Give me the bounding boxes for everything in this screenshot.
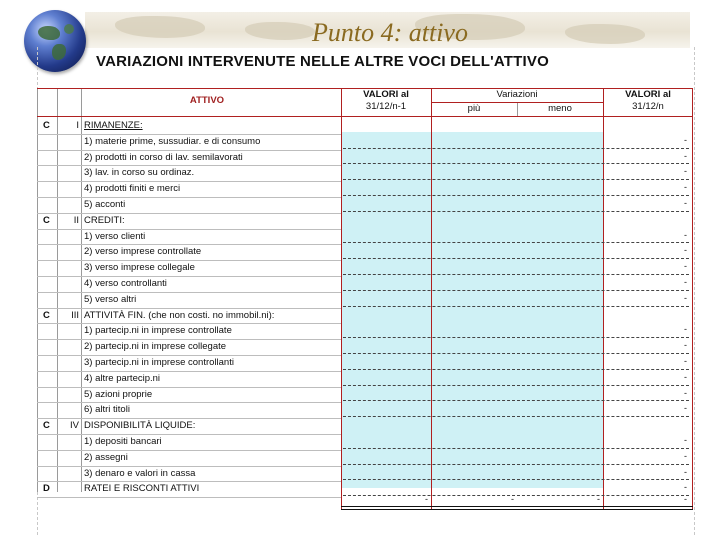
dash-mark: - [684,435,687,445]
row-label: 5) verso altri [84,293,137,305]
header-valori-prev: VALORI al [363,89,409,100]
section-letter: D [43,483,50,495]
row-line [37,481,341,482]
row-line [37,323,341,324]
grid-line [692,88,693,510]
value-placeholder-line [343,148,689,149]
total-mark: - [597,494,600,504]
value-placeholder-line [343,353,689,354]
value-placeholder-line [343,274,689,275]
dash-mark: - [684,150,687,161]
row-line [37,165,341,166]
value-placeholder-line [343,211,689,212]
row-label: 2) assegni [84,451,128,463]
map-land [115,16,205,38]
value-placeholder-line [343,448,689,449]
dash-mark: - [684,466,687,477]
row-line [37,197,341,198]
grid-line [431,88,432,510]
dash-mark: - [684,387,687,398]
header-attivo: ATTIVO [189,95,225,106]
section-heading: CREDITI: [84,214,125,226]
total-mark: - [511,494,514,504]
row-line [37,134,341,135]
dash-mark: - [684,356,687,366]
header-meno: meno [548,103,572,114]
section-letter: C [43,420,50,432]
slide-title: Punto 4: attivo [312,18,468,47]
grid-line [517,102,518,116]
total-line [341,506,693,507]
row-line [37,213,341,214]
grid-line [81,88,82,492]
row-label: 5) azioni proprie [84,388,153,400]
dash-mark: - [684,292,687,303]
dash-mark: - [684,450,687,461]
total-mark: - [425,494,428,504]
row-line [37,181,341,182]
dash-mark: - [684,324,687,335]
dash-mark: - [684,371,687,382]
total-mark: - [684,494,687,504]
row-line [37,292,341,293]
dash-mark: - [684,245,687,256]
grid-line [431,102,603,103]
dash-mark: - [684,229,687,240]
section-letter: C [43,309,50,321]
row-label: 3) denaro e valori in cassa [84,467,196,479]
value-placeholder-line [343,179,689,180]
section-roman: I [76,120,79,131]
section-heading: RIMANENZE: [84,120,143,131]
value-placeholder-line [343,464,689,465]
row-line [37,260,341,261]
header-valori-curr: VALORI al [625,89,671,100]
grid-line [341,88,342,510]
grid-line [603,88,604,510]
row-line [37,387,341,388]
section-letter: C [43,120,50,131]
row-label: 4) prodotti finiti e merci [84,183,181,195]
values-prev-column [341,132,431,488]
value-placeholder-line [343,290,689,291]
row-label: 4) verso controllanti [84,278,167,289]
row-label: 3) verso imprese collegale [84,262,195,274]
value-placeholder-line [343,306,689,307]
section-heading: DISPONIBILITÀ LIQUIDE: [84,420,196,432]
row-line [37,355,341,356]
row-label: 1) materie prime, sussudiar. e di consumo [84,135,261,147]
grid-line [37,116,693,117]
row-label: 2) verso imprese controllate [84,246,202,258]
attivo-table [37,88,693,510]
value-placeholder-line [343,400,689,401]
row-label: 2) partecip.ni in imprese collegate [84,341,227,353]
row-line [37,229,341,230]
header-valori-prev-date: 31/12/n-1 [365,101,407,112]
dash-mark: - [684,198,687,208]
dash-mark: - [684,166,687,177]
value-placeholder-line [343,242,689,243]
slide-subtitle: VARIAZIONI INTERVENUTE NELLE ALTRE VOCI DELL'ATTIVO [96,53,549,70]
row-line [37,276,341,277]
row-line [37,402,341,403]
row-line [37,434,341,435]
value-placeholder-line [343,337,689,338]
variations-column [431,132,603,488]
header-valori-curr-date: 31/12/n [632,101,664,112]
row-label: 4) altre partecip.ni [84,372,161,384]
section-roman: IV [70,420,79,432]
dash-mark: - [684,134,687,145]
dash-mark: - [684,403,687,414]
row-label: 3) partecip.ni in imprese controllanti [84,357,234,368]
row-line [37,150,341,151]
row-line [37,371,341,372]
value-placeholder-line [343,195,689,196]
section-roman: III [71,309,79,321]
value-placeholder-line [343,385,689,386]
dash-mark: - [684,340,687,351]
row-label: 1) partecip.ni in imprese controllate [84,325,232,337]
section-heading: RATEI E RISCONTI ATTIVI [84,483,200,495]
value-placeholder-line [343,416,689,417]
value-placeholder-line [343,495,689,496]
value-placeholder-line [343,258,689,259]
dash-mark: - [684,261,687,272]
row-label: 1) depositi bancari [84,436,162,447]
row-line [37,497,341,498]
value-placeholder-line [343,479,689,480]
row-label: 3) lav. in corso su ordinaz. [84,167,195,179]
row-label: 5) acconti [84,199,126,210]
section-heading: ATTIVITÀ FIN. (che non costi. no immobil.ni): [84,309,275,321]
row-line [37,339,341,340]
row-line [37,450,341,451]
total-line [341,509,693,510]
row-line [37,418,341,419]
grid-line [37,88,693,89]
row-line [37,466,341,467]
dash-mark: - [684,182,687,193]
section-letter: C [43,214,50,226]
header-variazioni: Variazioni [496,89,538,100]
grid-line [57,88,58,492]
grid-line [37,88,38,492]
header-piu: più [467,103,481,114]
row-label: 1) verso clienti [84,230,146,242]
dash-mark: - [684,277,687,287]
row-line [37,244,341,245]
row-label: 2) prodotti in corso di lav. semilavorati [84,151,243,163]
value-placeholder-line [343,163,689,164]
value-placeholder-line [343,369,689,370]
row-line [37,308,341,309]
section-roman: II [73,214,79,226]
row-label: 6) altri titoli [84,404,130,416]
dash-mark: - [684,482,687,493]
